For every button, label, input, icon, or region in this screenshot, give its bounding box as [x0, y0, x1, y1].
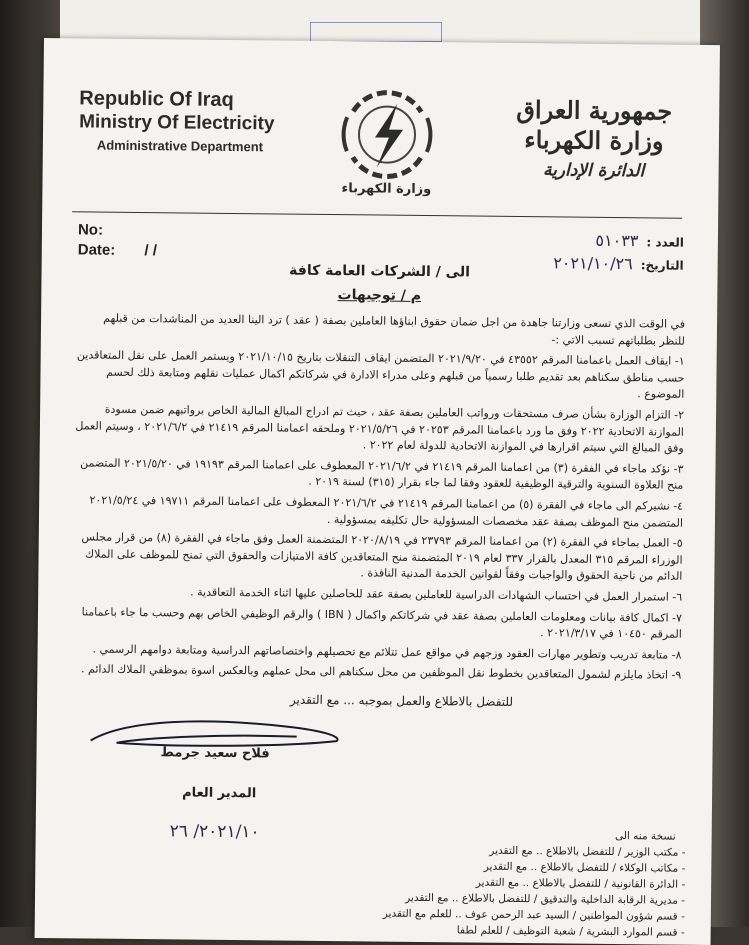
date-slashes: / /	[144, 242, 158, 260]
list-item: ٥- العمل بماجاء في الفقرة (٢) من اعمامنا المرقم ٢٣٧٩٣ في ٢٠٢٠/٨/١٩ المتضمنة العمل وفق ماجاء في الفقرة (٨) من قرار مجلس الوزراء المرقم ٣١٥ المعدل بالقرار ٣٣٧ لعام ٢٠١٩ المتضمنة منح المتعاقدين كافة الامتيازات والحقوق التي تمنح للموظف على الملاك الدائم من ناحية الحقوق والواجبات وفقاً لقوانين الخدمة المدنية النافذة .	[81, 530, 683, 584]
list-item: ٨- متابعة تدريب وتطوير مهارات العقود وزجهم في مواقع عمل تتلائم مع تحصيلهم واختصاصاتهم الدراسية ومتابعة دوامهم الرسمي .	[92, 642, 682, 662]
subject: م / توجيهات	[337, 287, 422, 304]
copy-line: - مكاتب الوكلاء / للتفضل بالاطلاع .. مع التقدير	[483, 860, 686, 875]
intro-paragraph: في الوقت الذي تسعى وزارتنا جاهدة من اجل ضمان حقوق ابناؤها العاملين بصفة ( عقد ) ترد الينا العديد من المناشدات من قبلهم للنظر بطلباتهم تسبب الاتي :-	[103, 311, 686, 348]
list-item: ٦- استمرار العمل في احتساب الشهادات الدراسية للعاملين بصفة عقد للحاصلين عليها اثناء الخدمة التعاقدية .	[190, 585, 683, 604]
copies-list	[315, 825, 686, 941]
list-item: ٧- اكمال كافة بيانات ومعلومات العاملين بصفة عقد في شركاتكم واكمال ( IBN ) والرقم الوظيفي الخاص بهم وحسب ما جاء باعمامنا المرقم ١٠٤٥٠ في ٢٠٢١/٣/١٧ .	[81, 604, 683, 641]
no-label: No:	[77, 221, 104, 239]
date-value: ٢٠٢١/١٠/٢٦	[553, 253, 633, 274]
department-en: Administrative Department	[96, 137, 264, 155]
list-item: ٢- التزام الوزارة بشأن صرف مستحقات ورواتب العاملين بصفة عقد ، حيث تم ادراج المبالغ المالية الخاص برواتبهم ضمن مسودة الموازنة الاتحادية ٢٠٢٢ وفق ما ورد باعمامنا المرقم ٢٠٢٥٣ في ٢٠٢١/٥/٢٦ وملحقه اعمامنا المرقم ٢١٤١٩ في ٢٠٢١/٦/٢ ، وسيتم العمل وفق المبالغ التي سيتم اقرارها في الموازنة الاتحادية للدولة لعام ٢٠٢٢ .	[75, 402, 685, 455]
date-label-ar: التاريخ:	[640, 258, 684, 273]
department-ar: الدائرة الإدارية	[542, 160, 645, 182]
ministry-en: Ministry Of Electricity	[79, 111, 275, 135]
list-item: ٤- نشيركم الى ماجاء في الفقرة (٥) من اعمامنا المرقم ٢١٤١٩ في ٢٠٢١/٦/٢ المعطوف على اعمامنا المرقم ١٩٧١١ في ٢٠٢١/٥/٢٤ المتضمن منح الموظف بصفة عقد مخصصات المسؤولية حال تكليفه بمسؤولية .	[89, 493, 684, 530]
copy-line: - مكتب الوزير / للتفضل بالاطلاع .. مع التقدير	[489, 844, 686, 859]
list-item: ١- ايقاف العمل باعمامنا المرقم ٤٣٥٥٢ في ٢٠٢١/٩/٢٠ المتضمن ايقاف التنقلات بتاريخ ٢٠٢١/١٠/١٥ ويستمر العمل على نقل المتعاقدين حسب مناطق سكناهم بعد تقديم طلبا رسمياً من قبلهم وعلى مدراء الادارة في شركاتكم اكمال عمليات نقلهم ومتابعة ذلك لحسم الموضوع .	[76, 348, 685, 402]
addressee: الى / الشركات العامة كافة	[289, 262, 471, 281]
copies-heading: نسخة منه الى	[614, 830, 676, 843]
subject-line	[41, 284, 717, 307]
blue-stamp-outline	[310, 22, 442, 42]
reference-en	[78, 220, 158, 261]
number-value: ٥١٠٣٣	[595, 230, 639, 251]
lightning-bolt-icon	[335, 89, 440, 180]
copy-line: - قسم شؤون المواطنين / السيد عبد الرحمن عوف .. للعلم مع التقدير	[382, 907, 685, 923]
list-item: ٣- نؤكد ماجاء في الفقرة (٣) من اعمامنا المرقم ٢١٤١٩ في ٢٠٢١/٦/٢ المعطوف على اعمامنا المرقم ١٩١٩٣ في ٢٠٢١/٥/٢٠ المتضمن منح العلاوة السنوية والترقية الوظيفية للعقود وفقا لما جاء بقرار (٣١٥) لسنة ٢٠١٩ .	[80, 456, 684, 493]
logo-caption: وزارة الكهرباء	[341, 181, 432, 198]
country-ar: جمهورية العراق	[516, 94, 673, 126]
copy-line: - الدائرة القانونية / للتفضل بالاطلاع .. مع التقدير	[475, 876, 686, 891]
date-label: Date:	[77, 241, 116, 259]
arabic-letterhead	[498, 95, 689, 187]
handwritten-date: ٢٠٢١/١٠/ ٢٦	[169, 821, 260, 843]
number-label: العدد :	[646, 235, 684, 250]
letter-body	[71, 310, 685, 688]
header-divider	[72, 211, 682, 218]
letter-page	[35, 38, 720, 945]
english-letterhead	[79, 86, 290, 158]
list-item: ٩- اتخاذ مايلزم لشمول المتعاقدين بخطوط نقل الموظفين من محل سكناهم الى محل عملهم وبالعكس اسوة بموظفي الملاك الدائم .	[80, 662, 682, 682]
copy-line: - قسم الموارد البشرية / شعبة التوظيف / للعلم لطفا	[456, 924, 685, 939]
signatory-title: المدير العام	[182, 785, 257, 802]
ministry-logo	[334, 89, 439, 202]
closing-line: للتفضل بالاطلاع والعمل بموجبه ... مع التقدير	[289, 692, 514, 709]
signatory-name: فلاح سعيد جرمط	[160, 745, 270, 762]
copy-line: - مديرية الرقابة الداخلية والتدقيق / للتفضل بالاطلاع .. مع التقدير	[405, 891, 686, 907]
ministry-ar: وزارة الكهرباء	[524, 125, 664, 156]
country-en: Republic Of Iraq	[79, 87, 234, 111]
